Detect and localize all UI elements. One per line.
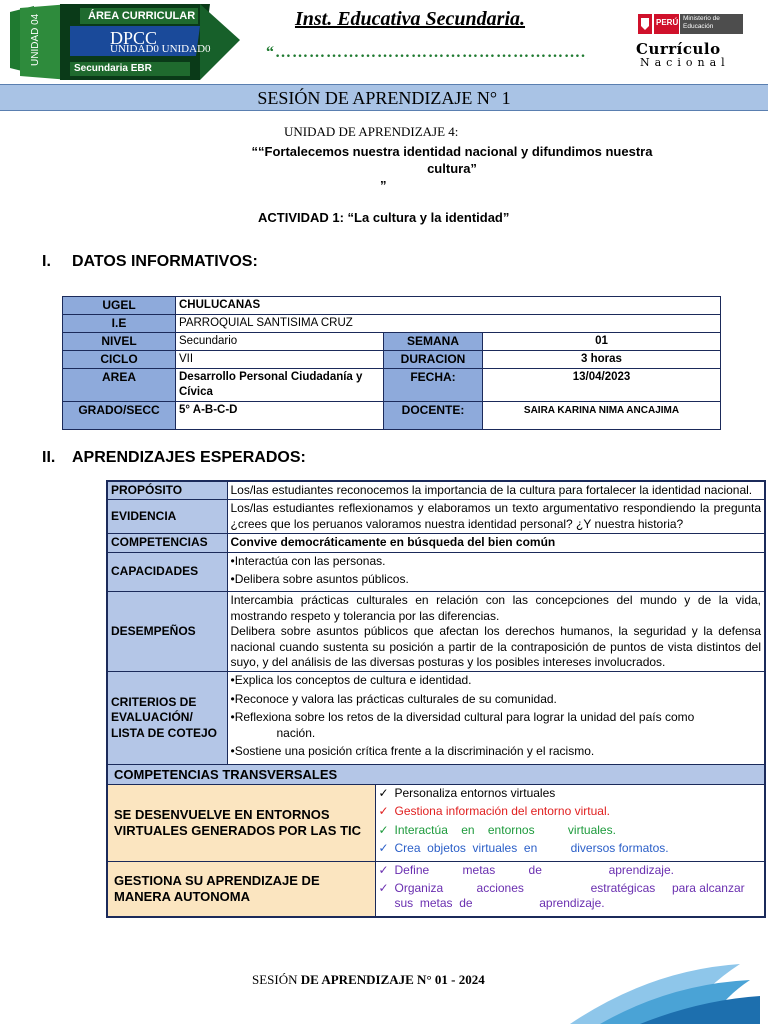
list-item: ✓ Interactúa en entornos virtuales. bbox=[378, 822, 616, 837]
fecha-value: 13/04/2023 bbox=[483, 369, 721, 402]
proposito-value: Los/las estudiantes reconocemos la importancia de la cultura para fortalecer la identidad nacional. bbox=[227, 481, 765, 500]
ie-label: I.E bbox=[63, 315, 176, 333]
list-item: ✓ Crea objetos virtuales en diversos formatos. bbox=[378, 841, 669, 856]
table-row bbox=[107, 552, 765, 592]
table-row bbox=[107, 534, 765, 552]
table-row bbox=[63, 315, 721, 333]
criterios-label: CRITERIOS DE EVALUACIÓN/ LISTA DE COTEJO bbox=[107, 672, 227, 764]
transversales-heading: COMPETENCIAS TRANSVERSALES bbox=[107, 764, 765, 784]
list-item: • Interactúa con las personas. bbox=[231, 554, 762, 569]
list-item: ✓ Gestiona información del entorno virtual. bbox=[378, 804, 610, 819]
ugel-label: UGEL bbox=[63, 297, 176, 315]
table-row bbox=[63, 297, 721, 315]
table-row bbox=[107, 481, 765, 500]
desempenos-value bbox=[227, 592, 765, 672]
table-row bbox=[107, 500, 765, 534]
footer-wave-decoration bbox=[560, 960, 768, 1024]
unidad-close-quote: ” bbox=[380, 178, 387, 193]
ministerio-label: Ministerio de Educación bbox=[683, 15, 720, 30]
table-row bbox=[107, 672, 765, 764]
list-item: ✓ Personaliza entornos virtuales bbox=[378, 785, 556, 800]
check-icon: ✓ bbox=[378, 862, 389, 877]
table-row bbox=[63, 402, 721, 430]
list-item: ✓ Organiza acciones estratégicas para alcanzar sus metas de aprendizaje. bbox=[378, 880, 752, 911]
check-icon: ✓ bbox=[378, 822, 389, 837]
table-row bbox=[63, 351, 721, 369]
aprendizajes-table bbox=[106, 480, 766, 918]
list-item: • Delibera sobre asuntos públicos. bbox=[231, 572, 762, 587]
curriculo-label: Currículo bbox=[636, 40, 721, 58]
peru-label: PERÚ bbox=[656, 18, 679, 27]
tic-items bbox=[375, 784, 765, 861]
duracion-label: DURACION bbox=[384, 351, 483, 369]
evidencia-label: EVIDENCIA bbox=[107, 500, 227, 534]
tic-label: SE DESENVUELVE EN ENTORNOS VIRTUALES GENERADOS POR LAS TIC bbox=[107, 784, 375, 861]
list-item: • Reflexiona sobre los retos de la diversidad cultural para lograr la unidad del país como bbox=[231, 710, 762, 725]
list-item: • Explica los conceptos de cultura e identidad. bbox=[231, 673, 762, 688]
table-row bbox=[107, 764, 765, 784]
dpcc-label: DPCC bbox=[110, 28, 158, 48]
semana-value: 01 bbox=[483, 333, 721, 351]
table-row bbox=[107, 861, 765, 917]
section-number: I. bbox=[42, 253, 51, 270]
list-item: • Sostiene una posición crítica frente a la discriminación y el racismo. bbox=[231, 744, 762, 759]
list-item-continuation: nación. bbox=[276, 725, 316, 740]
check-icon: ✓ bbox=[378, 785, 389, 800]
competencias-value: Convive democráticamente en búsqueda del bien común bbox=[227, 534, 765, 552]
table-row bbox=[63, 369, 721, 402]
area-value: Desarrollo Personal Ciudadanía y Cívica bbox=[176, 369, 384, 402]
section-title: DATOS INFORMATIVOS: bbox=[72, 253, 258, 270]
ciclo-value: VII bbox=[176, 351, 384, 369]
list-item: ✓ Define metas de aprendizaje. bbox=[378, 862, 674, 877]
session-title: SESIÓN DE APRENDIZAJE N° 1 bbox=[0, 84, 768, 111]
capacidades-label: CAPACIDADES bbox=[107, 552, 227, 592]
datos-table bbox=[62, 296, 721, 430]
capacidades-list bbox=[231, 554, 762, 588]
table-row bbox=[107, 784, 765, 861]
ciclo-label: CICLO bbox=[63, 351, 176, 369]
semana-label: SEMANA bbox=[384, 333, 483, 351]
fecha-label: FECHA: bbox=[384, 369, 483, 402]
grado-value: 5° A-B-C-D bbox=[176, 402, 384, 430]
criterios-list bbox=[231, 673, 762, 759]
secundaria-ebr-tag: Secundaria EBR bbox=[70, 62, 190, 76]
autonoma-list bbox=[379, 863, 762, 912]
section-datos-heading bbox=[42, 253, 258, 271]
criterios-value bbox=[227, 672, 765, 764]
section-number: II. bbox=[42, 449, 56, 466]
actividad-title: ACTIVIDAD 1: “La cultura y la identidad” bbox=[258, 210, 510, 225]
proposito-label: PROPÓSITO bbox=[107, 481, 227, 500]
ugel-value: CHULUCANAS bbox=[176, 297, 721, 315]
desempenos-label: DESEMPEÑOS bbox=[107, 592, 227, 672]
table-row bbox=[107, 592, 765, 672]
section-title: APRENDIZAJES ESPERADOS: bbox=[72, 449, 306, 466]
autonoma-items bbox=[375, 861, 765, 917]
area-curricular-tag: ÁREA CURRICULAR bbox=[80, 8, 198, 24]
tic-list bbox=[379, 786, 762, 857]
ie-value: PARROQUIAL SANTISIMA CRUZ bbox=[176, 315, 721, 333]
table-row bbox=[63, 333, 721, 351]
desempeno-paragraph: Intercambia prácticas culturales en relación con las concepciones del mundo y de la vida, mostrando respeto y tolerancia por las diferencias. bbox=[230, 593, 762, 623]
unidad-vertical-label: UNIDAD 04 bbox=[30, 13, 41, 67]
duracion-value: 3 horas bbox=[483, 351, 721, 369]
dpcc-sub-label: UNIDAD0 UNIDAD0 bbox=[110, 43, 211, 55]
nacional-label: Nacional bbox=[640, 56, 730, 69]
footer-prefix: SESIÓN bbox=[252, 972, 301, 987]
nivel-value: Secundario bbox=[176, 333, 384, 351]
unidad-name: ““Fortalecemos nuestra identidad nacional y difundimos nuestra cultura” bbox=[251, 144, 653, 176]
check-icon: ✓ bbox=[378, 841, 389, 856]
nivel-label: NIVEL bbox=[63, 333, 176, 351]
desempeno-paragraph: Delibera sobre asuntos públicos que afectan los derechos humanos, la seguridad y la defensa nacional cuando sustenta su posición a partir de la contraposición de puntos de vista distintos del suyo, y del análisis de las diversas posturas y los posibles intereses involucrados. bbox=[230, 624, 762, 670]
check-icon: ✓ bbox=[378, 880, 389, 895]
institution-title: Inst. Educativa Secundaria. bbox=[294, 8, 526, 30]
list-item: • Reconoce y valora las prácticas culturales de su comunidad. bbox=[231, 692, 762, 707]
area-label: AREA bbox=[63, 369, 176, 402]
autonoma-label: GESTIONA SU APRENDIZAJE DE MANERA AUTONOMA bbox=[107, 861, 375, 917]
quote-line: “………………………………………………. bbox=[266, 44, 586, 61]
evidencia-value: Los/las estudiantes reflexionamos y elaboramos un texto argumentativo respondiendo la pregunta ¿crees que los peruanos valoramos nuestra identidad personal? ¿Y nuestra historia? bbox=[227, 500, 765, 534]
check-icon: ✓ bbox=[378, 804, 389, 819]
grado-label: GRADO/SECC bbox=[63, 402, 176, 430]
docente-value: SAIRA KARINA NIMA ANCAJIMA bbox=[483, 402, 721, 430]
section-aprendizajes-heading bbox=[42, 449, 306, 467]
docente-label: DOCENTE: bbox=[384, 402, 483, 430]
footer-text bbox=[252, 972, 485, 988]
footer-bold: DE APRENDIZAJE N° 01 - 2024 bbox=[300, 972, 485, 987]
competencias-label: COMPETENCIAS bbox=[107, 534, 227, 552]
minedu-logo bbox=[638, 14, 743, 36]
capacidades-value bbox=[227, 552, 765, 592]
unidad-label: UNIDAD DE APRENDIZAJE 4: bbox=[284, 124, 459, 139]
